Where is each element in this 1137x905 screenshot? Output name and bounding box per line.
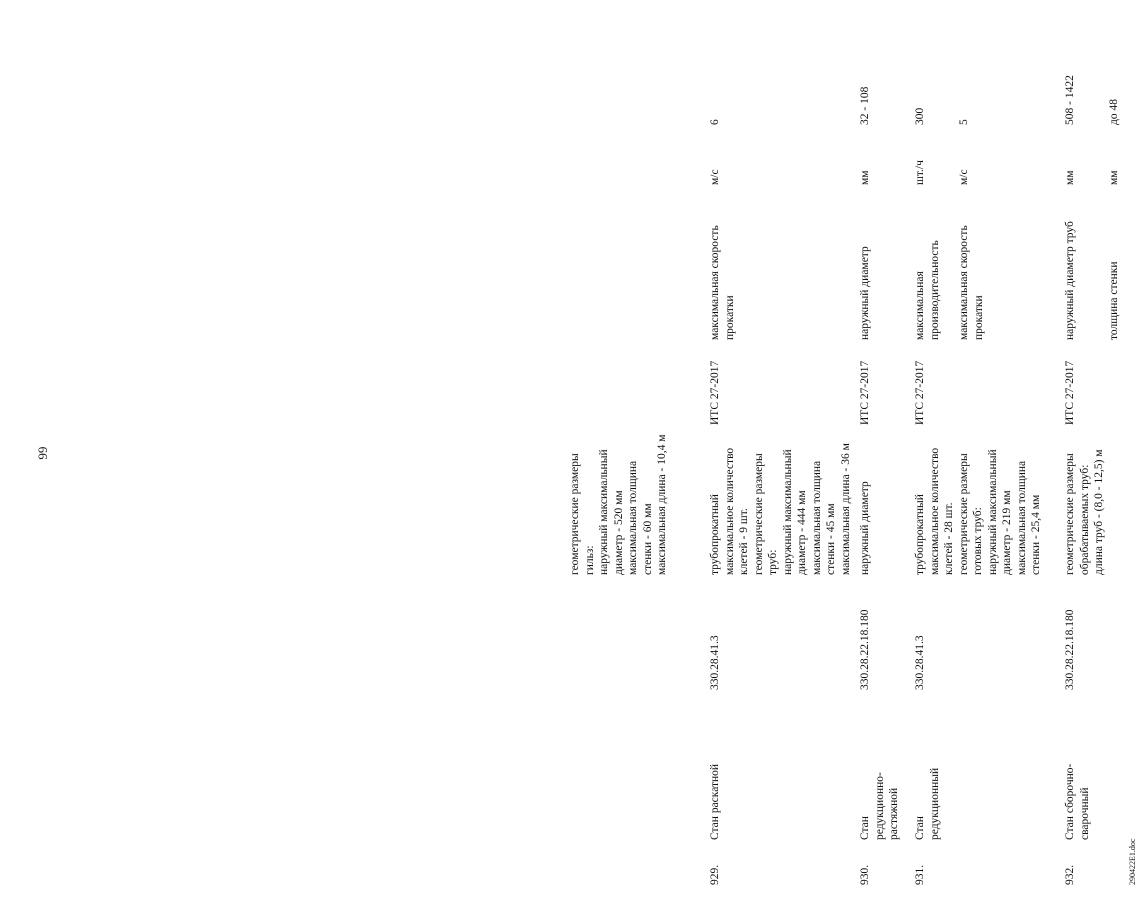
cell-standard: ИТС 27-2017: [709, 360, 721, 425]
cell-standard: ИТС 27-2017: [914, 360, 926, 425]
cell-parameter: толщина стенки: [1108, 261, 1120, 340]
cell-equipment-name: Стан редукционно- растяжной: [859, 772, 900, 840]
cell-code: 330.28.22.18.180: [859, 609, 871, 690]
cell-description: трубопрокатный максимальное количество клетей - 28 шт. геометрические размеры готовых труб: наружный максимальный диаметр - 219 мм максимальная толщина стенки - 25,4 мм: [914, 447, 1042, 575]
cell-parameter: наружный диаметр: [859, 246, 871, 340]
cell-value: 32 - 108: [859, 86, 871, 125]
footer-filename: 290422E1.doc: [1128, 838, 1137, 885]
cell-value: 5: [958, 119, 970, 125]
cell-description: геометрические размеры гильз: наружный максимальный диаметр - 520 мм максимальная толщина стенки - 60 мм максимальная длина - 10,4 м: [569, 434, 668, 575]
cell-equipment-name: Стан раскатной: [709, 763, 721, 840]
cell-unit: мм: [1064, 170, 1076, 185]
cell-parameter: максимальная производительность: [914, 240, 941, 340]
cell-number: 930.: [859, 864, 871, 885]
cell-value: 508 - 1422: [1064, 75, 1076, 125]
cell-code: 330.28.22.18.180: [1064, 609, 1076, 690]
cell-code: 330.28.41.3: [914, 635, 926, 690]
cell-description: трубопрокатный максимальное количество клетей - 9 шт. геометрические размеры труб: наружный максимальный диаметр - 444 мм максимальная толщина стенки - 45 мм максимальная длина - 36 м: [709, 443, 852, 575]
cell-description: наружный диаметр: [859, 481, 871, 575]
cell-standard: ИТС 27-2017: [1064, 360, 1076, 425]
cell-unit: м/с: [958, 169, 970, 185]
cell-parameter: максимальная скорость прокатки: [958, 225, 985, 340]
cell-equipment-name: Стан сборочно- сварочный: [1064, 763, 1091, 840]
cell-equipment-name: Стан редукционный: [914, 767, 941, 840]
cell-unit: мм: [859, 170, 871, 185]
cell-number: 932.: [1064, 864, 1076, 885]
cell-code: 330.28.41.3: [709, 635, 721, 690]
cell-parameter: максимальная скорость прокатки: [709, 225, 736, 340]
cell-unit: шт./ч: [914, 160, 926, 185]
cell-unit: м/с: [709, 169, 721, 185]
cell-number: 931.: [914, 864, 926, 885]
cell-description: геометрические размеры обрабатываемых труб: длина труб - (8,0 - 12,5) м: [1064, 449, 1105, 575]
rotated-table: [568, 25, 1137, 885]
cell-unit: мм: [1108, 170, 1120, 185]
cell-standard: ИТС 27-2017: [859, 360, 871, 425]
cell-number: 929.: [709, 864, 721, 885]
cell-value: 300: [914, 107, 926, 125]
cell-value: до 48: [1108, 99, 1120, 125]
page-number: 66: [35, 446, 51, 460]
cell-parameter: наружный диаметр труб: [1064, 221, 1076, 340]
cell-value: 6: [709, 119, 721, 125]
